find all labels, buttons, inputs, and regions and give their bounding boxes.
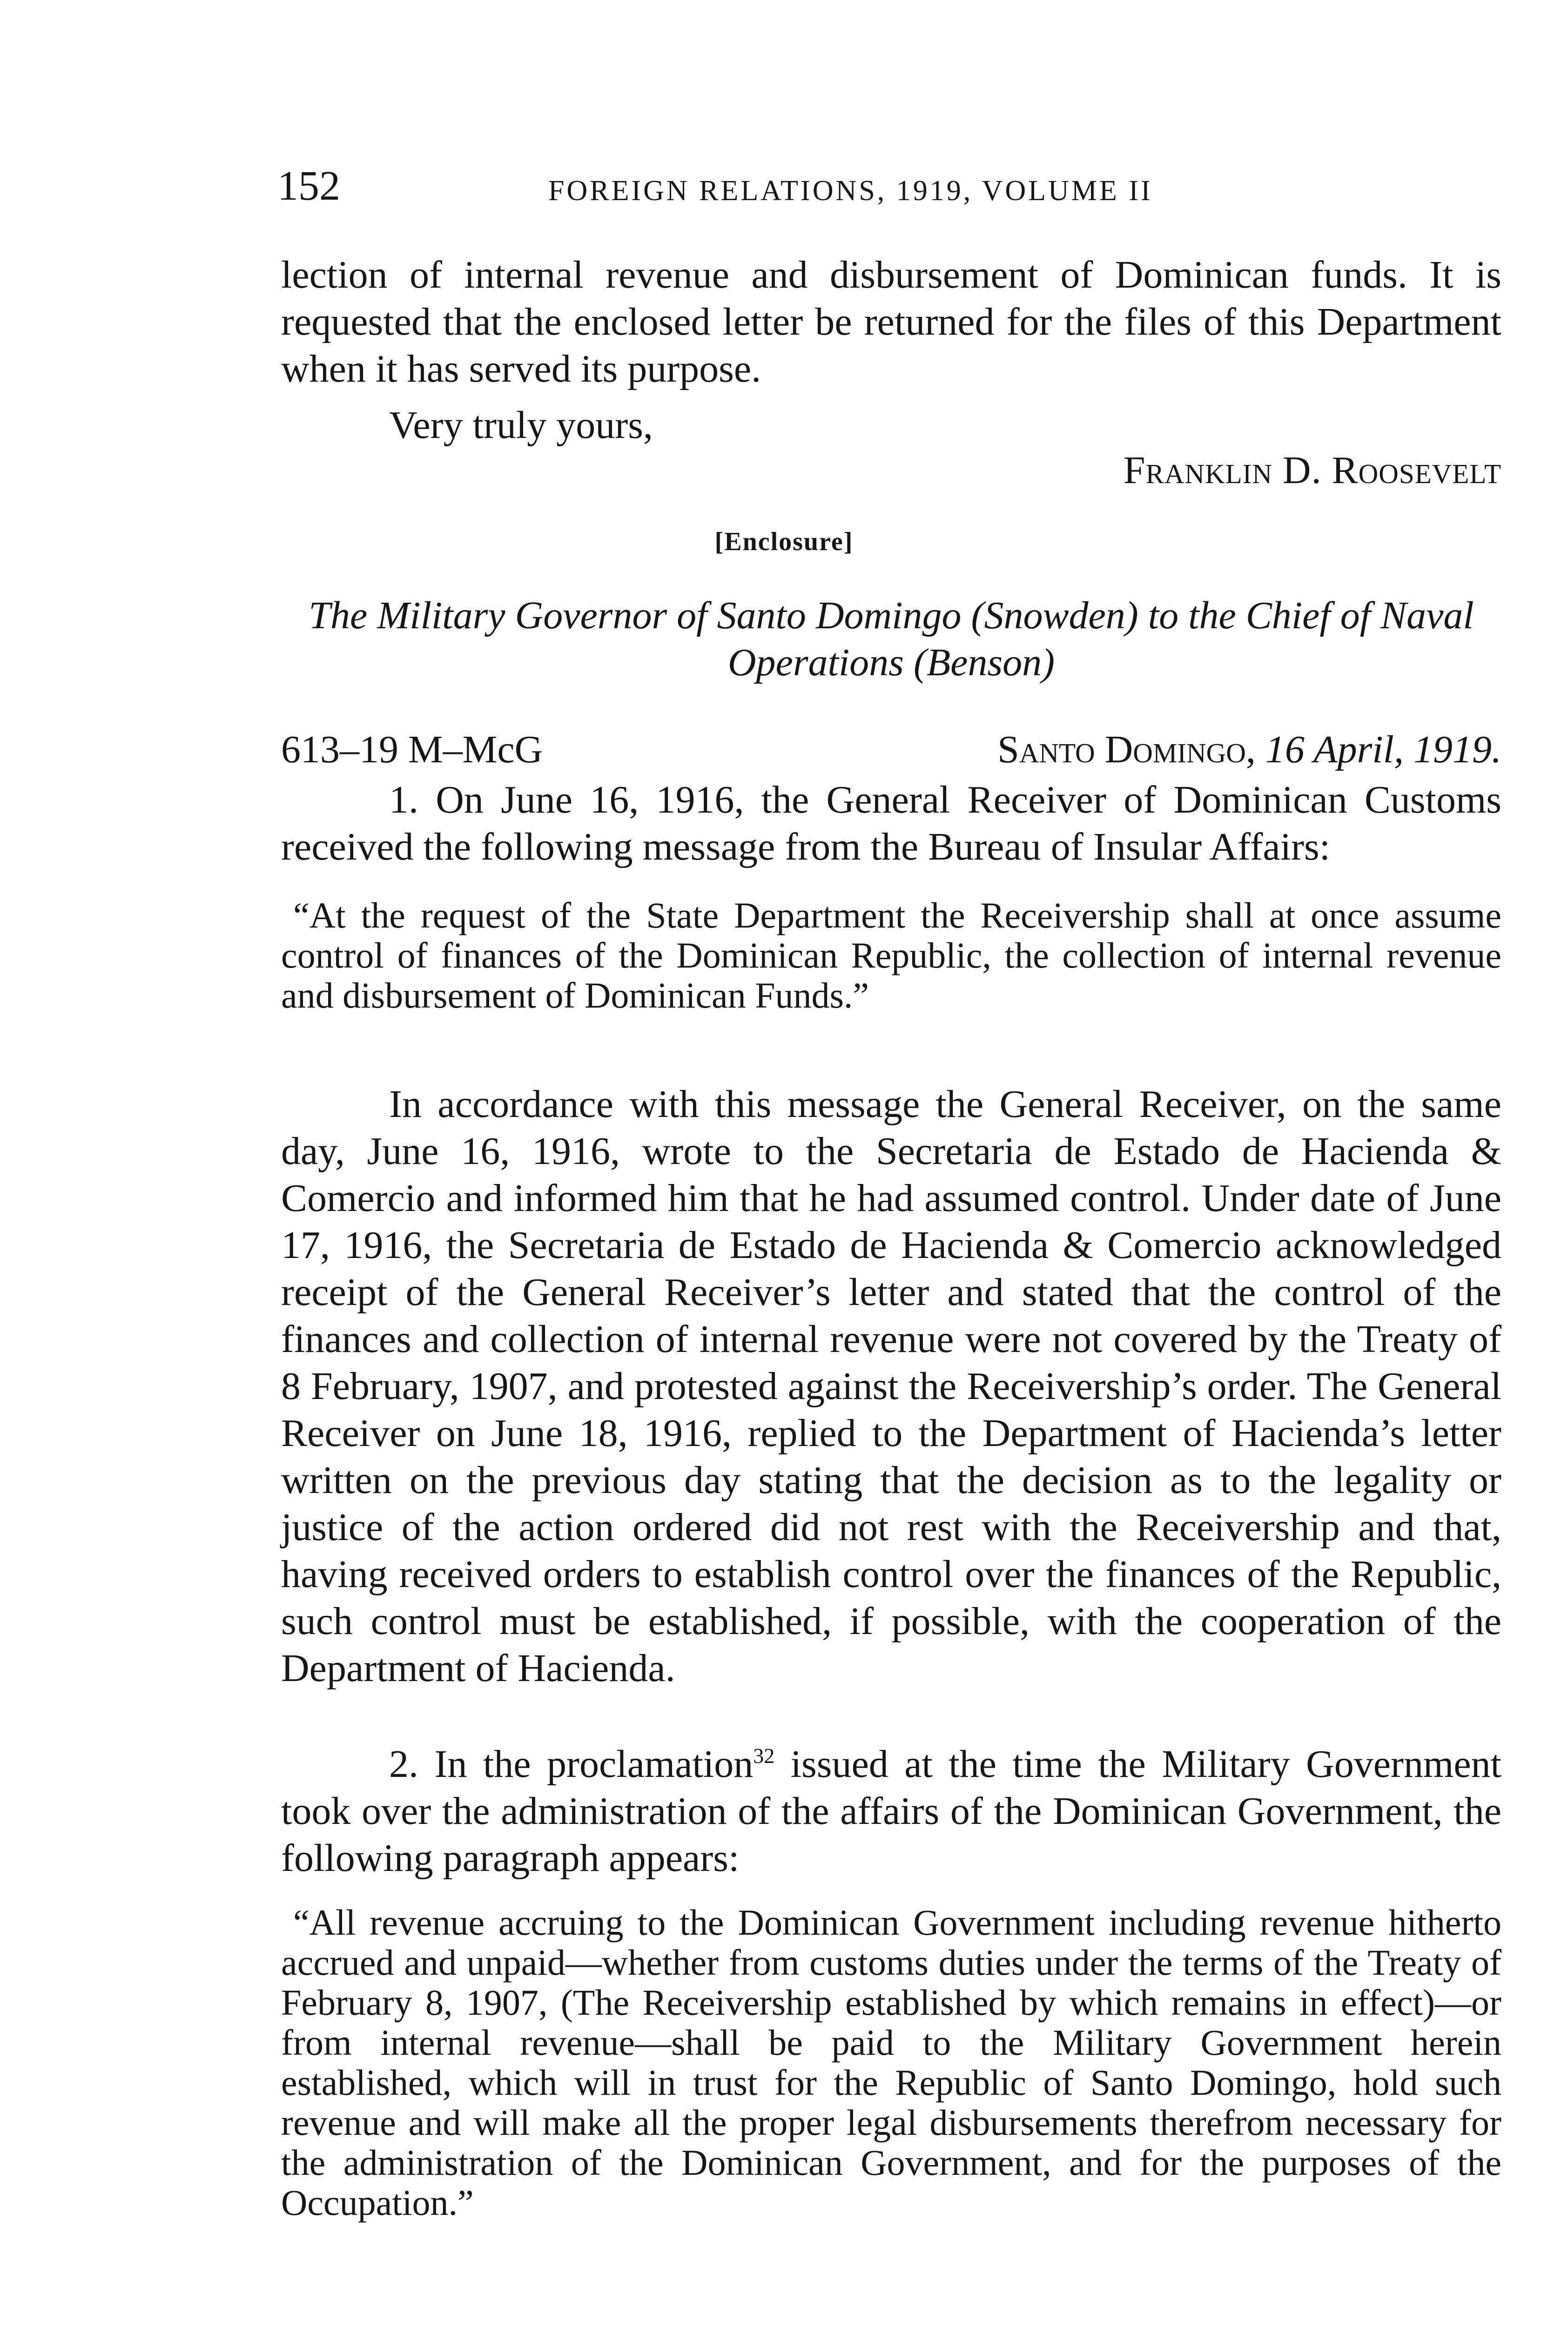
paragraph-3-rest: issued at the time the Military Government took over the administration of the affairs of the Dominican Government, the following paragraph appears: — [281, 1742, 1501, 1880]
paragraph-2: In accordance with this message the General Receiver, on the same day, June 16, 1916, wrote to the Secretaria de Estado de Hacienda & Comercio and informed him that he had assumed control. Under date of June 17, 1916, the Secretaria de Estado de Hacienda & Comercio acknowledged receipt of the General Receiver’s letter and stated that the control of the finances and collection of internal revenue were not covered by the Treaty of 8 February, 1907, and protested against the Receivership’s order. The General Receiver on June 18, 1916, replied to the Department of Hacienda’s letter written on the previous day stating that the decision as to the legality or justice of the action ordered did not rest with the Receivership and that, having received orders to establish control over the finances of the Republic, such control must be established, if possible, with the cooperation of the Department of Hacienda. — [281, 1083, 1501, 1690]
letter-closing: Very truly yours, — [389, 404, 653, 447]
date: 16 April, 1919. — [1265, 728, 1501, 771]
paragraph-3-lead: 2. In the proclamation — [389, 1742, 754, 1786]
letter-continuation: lection of internal revenue and disbursement of Dominican funds. It is requested that the enclosed letter be returned for the files of this Department when it has served its purpose. — [281, 253, 1501, 390]
place-date — [997, 726, 1501, 773]
paragraph-1: 1. On June 16, 1916, the General Receiver of Dominican Customs received the following message from the Bureau of Insular Affairs: — [281, 778, 1501, 868]
running-head — [277, 161, 1501, 216]
quotation-1: “At the request of the State Department the Receivership shall at once assume control of finances of the Dominican Republic, the collection of internal revenue and disbursement of Dominican Funds.” — [281, 895, 1501, 1016]
place: Santo Domingo, — [997, 728, 1256, 771]
page-number: 152 — [277, 163, 340, 209]
document-title: The Military Governor of Santo Domingo (Snowden) to the Chief of Naval Operations (Benson) — [309, 594, 1474, 684]
footnote-reference: 32 — [753, 1744, 775, 1768]
quotation-2: “All revenue accruing to the Dominican Government including revenue hitherto accrued and unpaid—whether from customs duties under the terms of the Treaty of February 8, 1907, (The Receivership established by which remains in effect)—or from internal revenue—shall be paid to the Military Government herein established, which will in trust for the Republic of Santo Domingo, hold such revenue and will make all the proper legal disbursements therefrom necessary for the administration of the Dominican Government, and for the purposes of the Occupation.” — [281, 1902, 1501, 2223]
enclosure-label: [Enclosure] — [714, 527, 854, 556]
paragraph-3 — [281, 1741, 1501, 1882]
letter-signature: Franklin D. Roosevelt — [1123, 449, 1501, 492]
file-reference: 613–19 M–McG — [281, 728, 543, 771]
running-title: FOREIGN RELATIONS, 1919, VOLUME II — [548, 175, 1153, 207]
